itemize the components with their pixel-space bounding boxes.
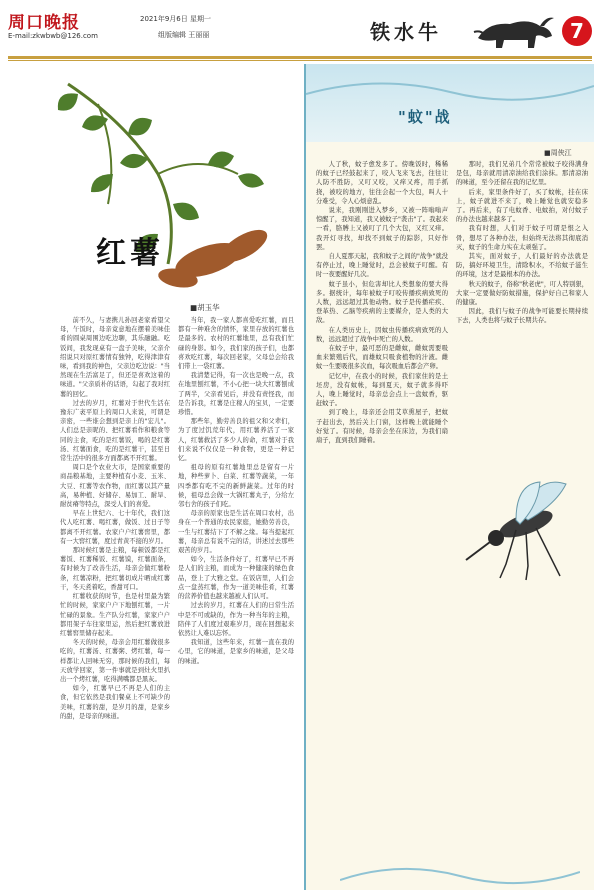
article2-paragraph: 秋天的蚊子，俗称"秋老虎"，叮人特别狠，大家一定要做好防蚊措施，保护好自己和家人的健康。 [456,280,588,307]
article2-column-1 [316,160,448,886]
decorative-footer-icon [340,856,580,888]
article1-paragraph: 我知道，这些年来，红薯一直在我的心里，它的味道，是家乡的味道，是父母的味道。 [178,639,294,665]
article1-paragraph: 冬天的时候，母亲会用红薯做很多吃的，红薯汤、红薯粥、烤红薯，每一样都让人回味无穷，那时候的我们，每天放学回家，第一件事就是到灶火里扒出一个烤红薯，吃得满嘴都是黑灰。 [60,639,170,683]
masthead-email: E-mail:zkwbwb@126.com [8,32,98,40]
article2-paragraph: 在人类历史上，因蚊虫传播疾病致死的人数，远远超过了战争中死亡的人数。 [316,326,448,343]
article1-paragraph: 周口是个农业大市，是国家重要的商品粮基地，主要种植有小麦、玉米、大豆、红薯等农作物，而红薯以其产量高，易种植、好储存、易加工、耐旱、耐贫瘠等特点，深受人们的喜爱。 [60,464,170,509]
article1-paragraph: 过去的岁月，红薯在人们的日常生活中是不可或缺的，作为一种当年的主粮，陪伴了人们度过艰难岁月，现在回想起来依然让人难以忘怀。 [178,602,294,637]
article2-paragraph: 蚊子虽小，但危害却比人类想象的要大得多。据统计，每年被蚊子叮咬传播疾病致死的人数，远远超过其他动物。蚊子是传播疟疾、登革热、乙脑等疾病的主要媒介，是人类的大敌。 [316,280,448,325]
article2-paragraph: 在蚊子中，最可恶的是雌蚊，雌蚊需要吸血来繁殖后代，而雄蚊只吸食植物的汁液。雌蚊一生要吸很多次血，每次吸血后都会产卵。 [316,345,448,371]
article2-paragraph: 记忆中，在我小的时候，我们家住的是土坯房，没有蚊帐，每到夏天，蚊子就多得吓人，晚上睡觉时，母亲总会点上一盘蚊香，驱赶蚊子。 [316,372,448,408]
section-title: 铁水牛 [370,20,442,44]
article2-paragraph: 其实，面对蚊子，人们最好的办法就是防，搞好环境卫生，清除积水，不给蚊子滋生的环境，这才是最根本的办法。 [456,253,588,279]
iron-ox-icon [470,8,555,52]
masthead: 周口晚报 [8,13,80,33]
page-header [0,0,600,64]
article1-paragraph: 祖母的原有红薯地里总是留有一片地，种些萝卜、白菜、红薯等蔬菜，一年四季都有吃不完的新鲜蔬菜。过年的时候，祖母总会做一大锅红薯丸子，分给左邻右舍的孩子们吃。 [178,464,294,509]
layout-editor: 组版编辑 王丽丽 [158,31,210,39]
decorative-wave-icon [306,64,594,104]
article2-paragraph: 自人夏那天起，我和蚊子之间的"战争"就没有停止过，晚上睡觉时，总会被蚊子叮醒。有时一夜要醒好几次。 [316,253,448,279]
mosquito-article-panel [304,64,594,890]
article-title-sweet-potato: 红薯 [96,236,164,271]
article-byline-2: ■周侠江 [544,149,572,157]
article1-paragraph: 红薯收获的时节，也是村里最为繁忙的时候，家家户户下地刨红薯，一片忙碌的景象。生产队分红薯，家家户户都用架子车往家里运，然后把红薯放进红薯窖里储存起来。 [60,593,170,637]
article1-column-2 [178,316,294,889]
article1-paragraph: 当年，我一家人都喜爱吃红薯，而且都有一种难舍的情怀，家里存放的红薯也是最多的。农村的红薯地里，总有我们忙碌的身影。如今，我们家的孩子们，也都喜欢吃红薯，每次回老家，父母总会给我们带上一袋红薯。 [178,317,294,371]
article1-paragraph: 我清楚记得，有一次也是晚一点，我在地里刨红薯，不小心把一块大红薯刨成了两半，父亲看见后，并没有责怪我，而是告诉我，红薯是庄稼人的宝贝，一定要珍惜。 [178,372,294,417]
mosquito-icon [456,464,586,584]
article2-banner [306,64,594,142]
article1-paragraph: 如今，生活条件好了，红薯早已不再是人们的主粮，而成为一种健康的绿色食品，登上了大雅之堂。在饭店里，人们会点一盘蒸红薯，作为一道美味佳肴，红薯的营养价值也越来越被人们认可。 [178,556,294,601]
article2-paragraph: 到了晚上，母亲还会用艾草熏屋子，把蚊子赶出去，然后关上门窗，这样晚上就能睡个好觉了。有时候，母亲会坐在床边，为我们扇扇子，直到我们睡着。 [316,409,448,445]
article1-column-1 [60,316,170,889]
article1-paragraph: 母亲的原家也是生活在周口农村，出身在一个普通的农民家庭，她勤劳善良，一生与红薯结下了不解之缘。每当提起红薯，母亲总有说不完的话，讲述过去那些艰苦的岁月。 [178,510,294,555]
article1-paragraph: 前不久，与妻携儿孙回老家看望父母，午饭时，母亲竟意地在摆着美味佳肴的圆桌周围边吃边聊，其乐融融。吃饭间，我发现桌有一盘子美味，父亲介绍说只对原红薯情有独钟，吃得津津有味，看到我的神色，父亲边吃边说："当然现在生活富足了，但还是喜欢这着的味道。"父亲质朴的话语，勾起了我对红薯的回忆。 [60,317,170,398]
issue-date: 2021年9月6日 星期一 [140,15,211,23]
header-divider-thin [8,60,592,61]
article2-paragraph: 人了秋，蚊子愈发多了。傍晚饭时，稀稀的蚊子已经鼓起来了，咬人飞来飞去，往往让人防不胜防，又叮又咬，又痒又疼，用手抓挠，被咬的地方，往往会起一个大包，叫人十分难受，令人心烦意乱。 [316,161,448,205]
article2-paragraph: 说来，我刚刚进入梦乡，又被一阵嗡嗡声惊醒了，我知道，我又被蚊子"袭击"了。我起来一看，胳膊上又被叮了几个大包，又红又痒。我开灯寻找，却找不到蚊子的踪影，只好作罢。 [316,207,448,251]
article1-paragraph: 如今，红薯早已不再是人们的主食，但它依然是我们餐桌上不可缺少的美味，红薯的甜，是岁月的甜，是家乡的甜，是母亲的味道。 [60,685,170,720]
article2-paragraph: 那时，我们兄弟几个常常被蚊子咬得满身是包，母亲就用清凉油给我们涂抹。那清凉油的味道，至今还留在我的记忆里。 [456,161,588,187]
article2-paragraph: 我有时想，人们对于蚊子可谓是恨之入骨，想尽了各种办法，但始终无法将其彻底消灭，蚊子的生命力实在太顽强了。 [456,225,588,251]
header-divider [8,56,592,59]
article1-paragraph: 那些年，勤劳善良的祖父和父辈们，为了度过饥荒年代，用红薯养活了一家人，红薯救活了多少人的命，红薯对于我们来说不仅仅是一种食物，更是一种记忆。 [178,418,294,463]
article1-paragraph: 过去的岁月，红薯对于世代生活在豫东广袤平原上的周口人来说，可谓是亲密，一些谁会想到是亲上的"宏儿"。人们总是亲昵的、把红薯看作和粮食等同的主食，吃的是红薯饭，喝的是红薯汤、红薯面食，吃的是红薯干，甚至日常生活中的很多方面都离不开红薯。 [60,399,170,463]
article2-paragraph: 后来，家里条件好了，买了蚊帐，挂在床上，蚊子就进不来了，晚上睡觉也就安稳多了。再后来，有了电蚊香、电蚊拍，对付蚊子的办法也越来越多了。 [456,188,588,224]
page-number: 7 [562,16,592,46]
article1-paragraph: 早在上世纪六、七十年代，我们这代人吃红薯、喝红薯，做饭、过日子等都离不开红薯。农家户户红薯窖里，都有一大窖红薯，度过青黄不接的岁月。 [60,510,170,545]
article2-paragraph: 因此，我们与蚊子的战争可能要长期持续下去，人类也将与蚊子长期共存。 [456,308,588,325]
article1-paragraph: 那时候红薯是主粮，每顿饭都是红薯饭、红薯稀饭、红薯馍，红薯面条，有时候为了改善生活，母亲会做红薯粉条，红薯凉粉，把红薯切成片晒成红薯干，冬天煮着吃，香甜可口。 [60,547,170,591]
article-byline-1: ■胡玉华 [190,303,220,312]
article-title-mosquito-war: "蚊"战 [398,108,452,126]
